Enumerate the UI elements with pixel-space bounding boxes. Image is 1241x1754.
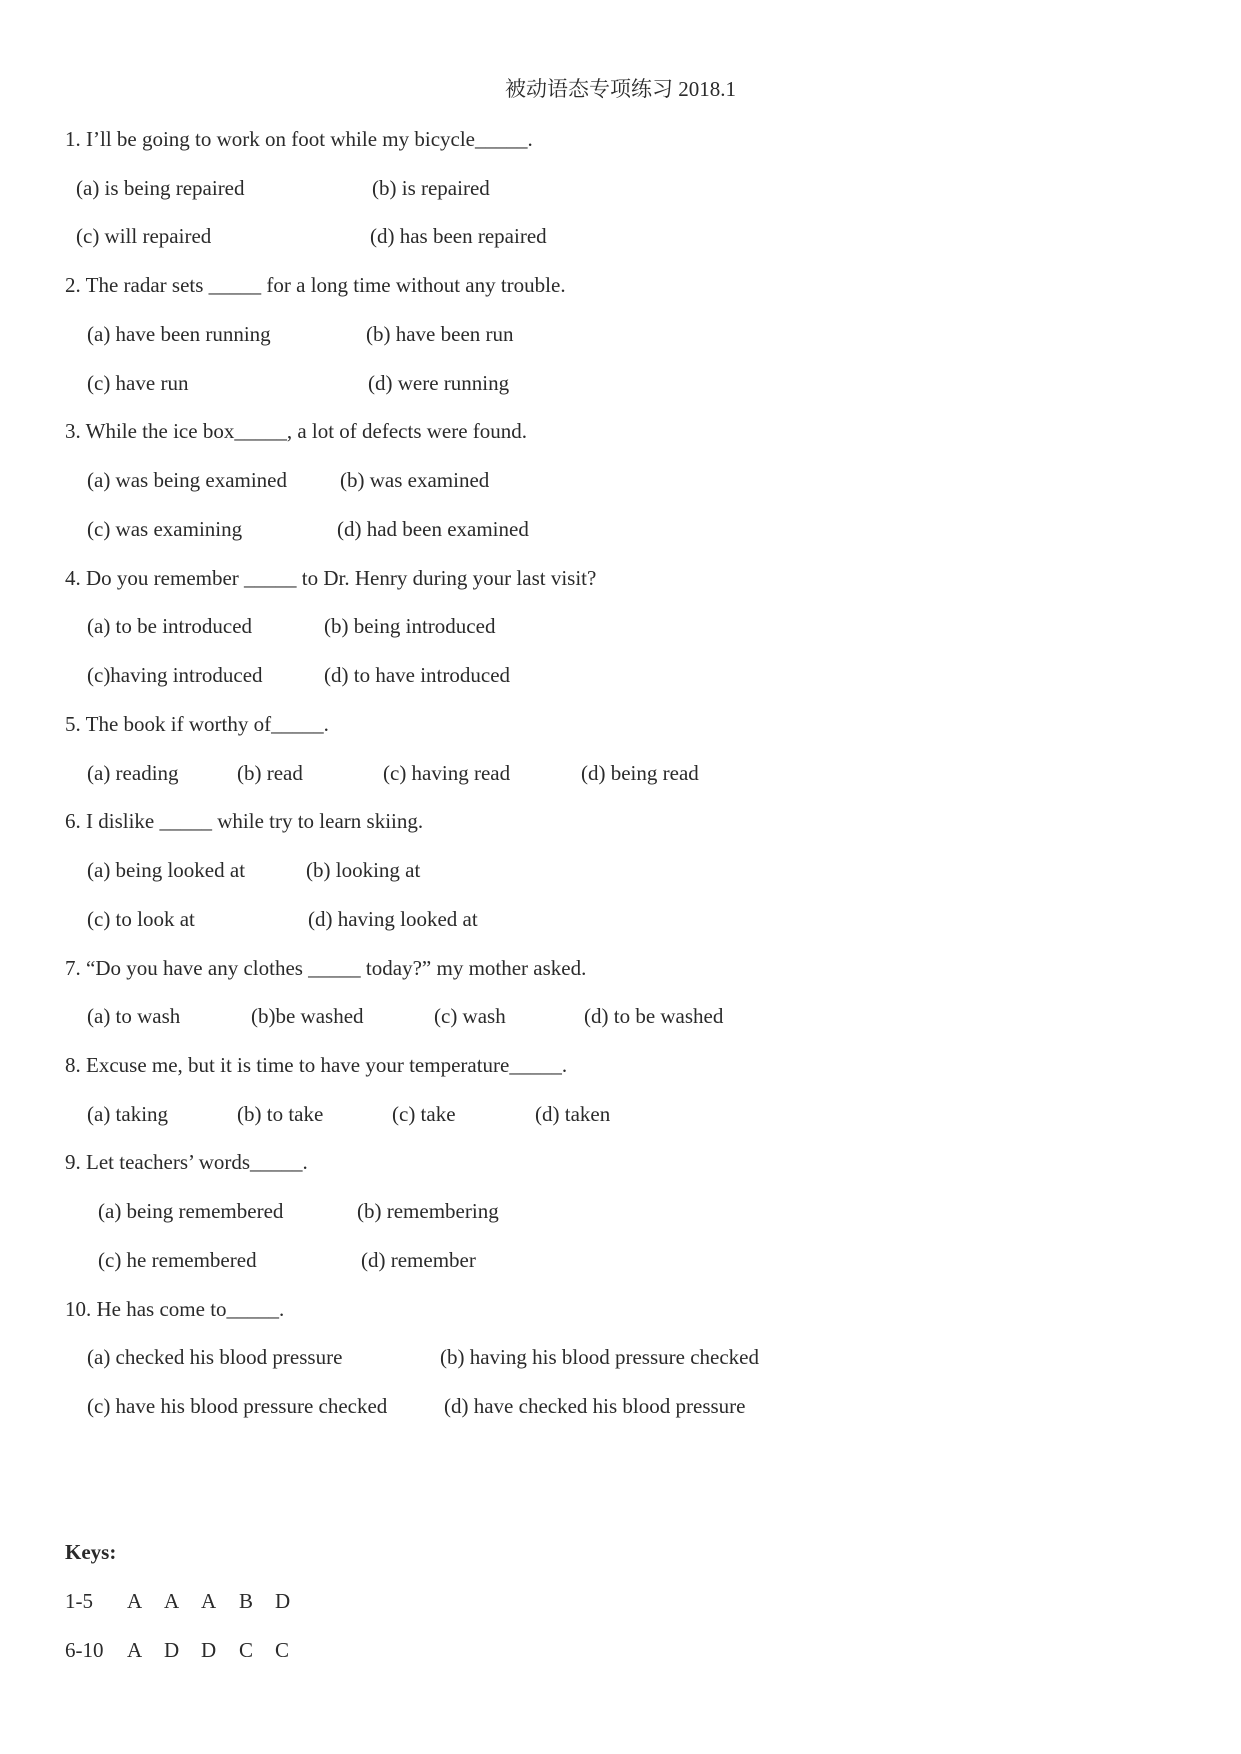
question-4-option-c: (c)having introduced xyxy=(87,663,263,687)
question-7-option-c: (c) wash xyxy=(434,1004,506,1028)
question-8-option-c: (c) take xyxy=(392,1102,456,1126)
question-10-option-a: (a) checked his blood pressure xyxy=(87,1345,343,1369)
question-6-option-d: (d) having looked at xyxy=(308,907,478,931)
keys-range-2: 6-10 xyxy=(65,1638,104,1662)
question-8-option-d: (d) taken xyxy=(535,1102,611,1126)
question-10-stem: 10. He has come to_____. xyxy=(65,1297,285,1321)
question-1-option-a: (a) is being repaired xyxy=(76,176,245,200)
key-answer: A xyxy=(127,1589,143,1613)
question-8-option-a: (a) taking xyxy=(87,1102,169,1126)
question-1-option-b: (b) is repaired xyxy=(372,176,490,200)
question-4-option-a: (a) to be introduced xyxy=(87,614,253,638)
question-5-stem: 5. The book if worthy of_____. xyxy=(65,712,329,736)
question-7-stem: 7. “Do you have any clothes _____ today?” my mother asked. xyxy=(65,956,587,980)
key-answer: D xyxy=(201,1638,217,1662)
question-5-option-c: (c) having read xyxy=(383,761,511,785)
key-answer: D xyxy=(275,1589,291,1613)
question-3-option-a: (a) was being examined xyxy=(87,468,288,492)
question-9-option-d: (d) remember xyxy=(361,1248,476,1272)
question-1-option-d: (d) has been repaired xyxy=(370,224,547,248)
keys-heading: Keys: xyxy=(65,1540,117,1564)
question-6-stem: 6. I dislike _____ while try to learn skiing. xyxy=(65,809,424,833)
key-answer: D xyxy=(164,1638,180,1662)
question-9-option-b: (b) remembering xyxy=(357,1199,499,1223)
question-4-stem: 4. Do you remember _____ to Dr. Henry during your last visit? xyxy=(65,566,597,590)
question-5-option-b: (b) read xyxy=(237,761,303,785)
question-10-option-d: (d) have checked his blood pressure xyxy=(444,1394,746,1418)
question-6-option-a: (a) being looked at xyxy=(87,858,246,882)
question-2-option-b: (b) have been run xyxy=(366,322,514,346)
question-7-option-a: (a) to wash xyxy=(87,1004,181,1028)
question-8-stem: 8. Excuse me, but it is time to have your temperature_____. xyxy=(65,1053,568,1077)
page-title: 被动语态专项练习 2018.1 xyxy=(505,77,736,101)
question-5-option-d: (d) being read xyxy=(581,761,699,785)
question-9-option-c: (c) he remembered xyxy=(98,1248,257,1272)
question-3-option-c: (c) was examining xyxy=(87,517,243,541)
question-2-option-d: (d) were running xyxy=(368,371,510,395)
key-answer: A xyxy=(164,1589,180,1613)
question-7-option-b: (b)be washed xyxy=(251,1004,364,1028)
question-9-stem: 9. Let teachers’ words_____. xyxy=(65,1150,308,1174)
key-answer: C xyxy=(239,1638,254,1662)
key-answer: A xyxy=(201,1589,217,1613)
question-3-option-b: (b) was examined xyxy=(340,468,490,492)
keys-range-1: 1-5 xyxy=(65,1589,93,1613)
question-1-stem: 1. I’ll be going to work on foot while my bicycle_____. xyxy=(65,127,533,151)
key-answer: B xyxy=(239,1589,254,1613)
question-9-option-a: (a) being remembered xyxy=(98,1199,284,1223)
question-2-option-c: (c) have run xyxy=(87,371,189,395)
question-10-option-c: (c) have his blood pressure checked xyxy=(87,1394,388,1418)
key-answer: C xyxy=(275,1638,290,1662)
question-6-option-b: (b) looking at xyxy=(306,858,421,882)
question-3-option-d: (d) had been examined xyxy=(337,517,529,541)
question-10-option-b: (b) having his blood pressure checked xyxy=(440,1345,759,1369)
question-8-option-b: (b) to take xyxy=(237,1102,324,1126)
question-5-option-a: (a) reading xyxy=(87,761,179,785)
question-4-option-d: (d) to have introduced xyxy=(324,663,511,687)
question-2-stem: 2. The radar sets _____ for a long time without any trouble. xyxy=(65,273,566,297)
question-3-stem: 3. While the ice box_____, a lot of defects were found. xyxy=(65,419,528,443)
question-4-option-b: (b) being introduced xyxy=(324,614,496,638)
question-2-option-a: (a) have been running xyxy=(87,322,271,346)
key-answer: A xyxy=(127,1638,143,1662)
question-1-option-c: (c) will repaired xyxy=(76,224,212,248)
question-6-option-c: (c) to look at xyxy=(87,907,195,931)
question-7-option-d: (d) to be washed xyxy=(584,1004,724,1028)
